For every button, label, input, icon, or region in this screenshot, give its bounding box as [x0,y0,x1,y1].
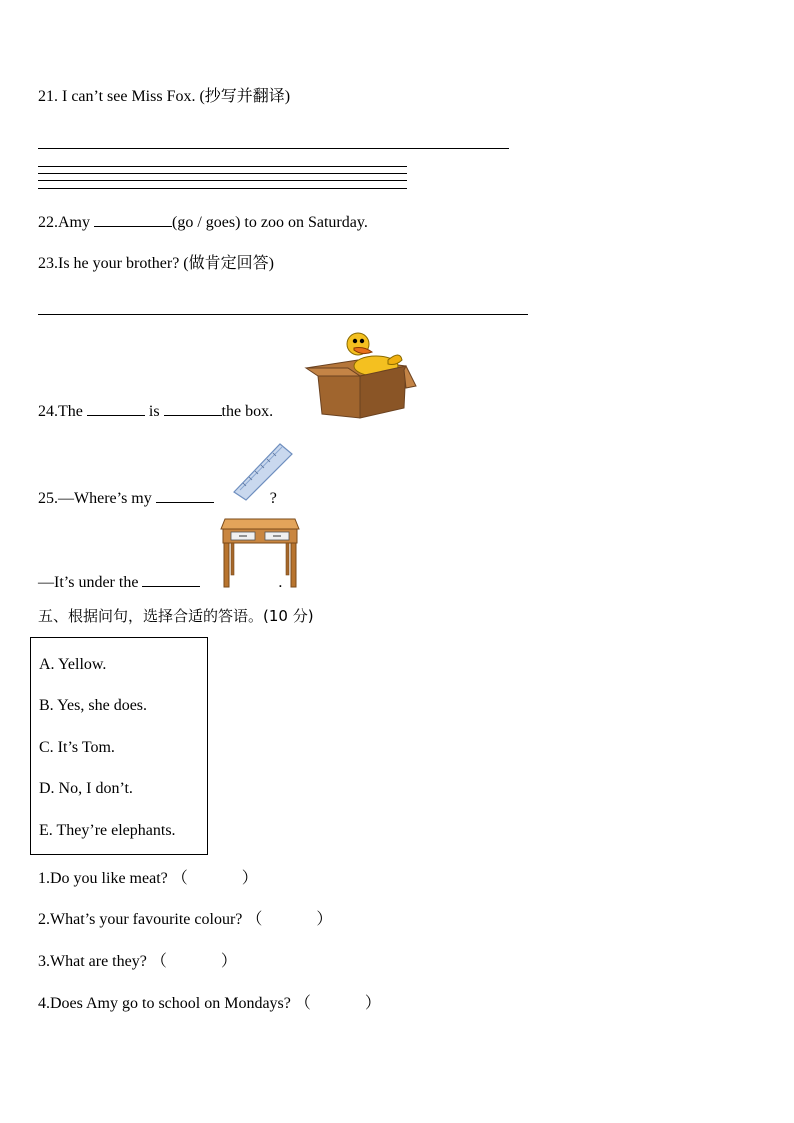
question-25-mark: ? [269,490,277,507]
writing-line-4 [38,188,407,189]
question-1 [38,869,258,889]
writing-line-1 [38,166,407,167]
blank-22[interactable] [94,212,172,227]
question-1-open-paren: （ [171,870,188,887]
question-3-text: 3.What are they? [38,953,147,970]
answer-line-23 [38,314,528,315]
question-4-close-paren: ） [364,995,381,1012]
question-2-close-paren: ） [316,911,333,928]
question-25-answer-part1: —It’s under the [38,574,143,591]
question-2-open-paren: （ [246,911,263,928]
question-1-close-paren: ） [241,870,258,887]
question-22-prefix: 22.Amy [38,214,94,231]
question-2 [38,910,332,930]
question-2-text: 2.What’s your favourite colour? [38,911,243,928]
writing-line-3 [38,180,407,181]
option-d: D. No, I don’t. [39,780,133,797]
question-24 [38,401,273,422]
blank-25a[interactable] [156,488,214,503]
question-3 [38,952,237,972]
option-c: C. It’s Tom. [39,739,115,756]
blank-24b[interactable] [164,401,222,416]
blank-24a[interactable] [87,401,145,416]
duck-in-box-icon [300,330,418,420]
answer-line-21 [38,148,509,149]
question-22 [38,212,368,233]
question-25-answer-end: . [278,574,283,591]
option-b: B. Yes, she does. [39,697,148,714]
question-25 [38,488,277,509]
question-24-part3: the box. [221,403,274,420]
question-21 [38,87,290,107]
question-3-close-paren: ） [220,953,237,970]
question-21-text: 21. I can’t see Miss Fox. (抄写并翻译) [38,88,291,105]
section-5-title [38,606,314,626]
blank-25b[interactable] [142,572,200,587]
question-23 [38,254,274,274]
question-1-text: 1.Do you like meat? [38,870,168,887]
question-24-part1: 24.The [38,403,87,420]
question-22-suffix: (go / goes) to zoo on Saturday. [172,214,368,231]
question-23-text: 23.Is he your brother? (做肯定回答) [38,255,274,272]
section-5-title-text: 五、根据问句，选择合适的答语。(10 分) [38,607,314,625]
options-box [30,637,208,855]
question-25-part1: 25.—Where’s my [38,490,156,507]
writing-line-2 [38,173,407,174]
option-e: E. They’re elephants. [39,822,176,839]
question-4 [38,994,381,1014]
option-a: A. Yellow. [39,656,107,673]
question-25-answer [38,572,282,593]
question-4-text: 4.Does Amy go to school on Mondays? [38,995,291,1012]
question-24-part2: is [148,403,164,420]
question-4-open-paren: （ [294,995,311,1012]
question-3-open-paren: （ [150,953,167,970]
